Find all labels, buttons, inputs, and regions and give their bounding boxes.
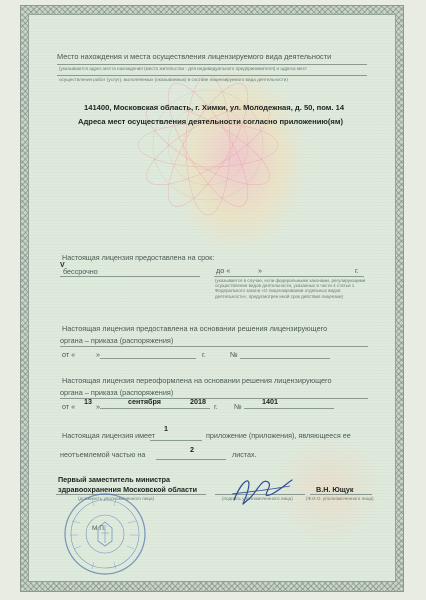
reissue-line-1: Настоящая лицензия переоформлена на основании решения лицензирующего bbox=[62, 376, 332, 385]
reissue-number: 1401 bbox=[262, 397, 278, 406]
name-line bbox=[310, 494, 372, 495]
attachments-count: 1 bbox=[164, 424, 168, 433]
attachments-text-4: листах. bbox=[232, 450, 257, 459]
address-line bbox=[57, 75, 367, 76]
official-stamp bbox=[62, 491, 148, 577]
basis-line-1: Настоящая лицензия предоставлена на основании решения лицензирующего bbox=[62, 324, 328, 333]
address-line bbox=[57, 64, 367, 65]
attachments-text-2: приложение (приложения), являющееся ее bbox=[206, 431, 351, 440]
signatory-position-2: здравоохранения Московской области bbox=[58, 485, 197, 494]
signatory-position-1: Первый заместитель министра bbox=[58, 475, 171, 484]
signature-hint: (подпись уполномоченного лица) bbox=[222, 496, 293, 501]
reissue-number-label: № bbox=[234, 402, 242, 411]
signatory-name: В.Н. Ющук bbox=[316, 485, 354, 494]
basis-month-line bbox=[100, 358, 196, 359]
reissue-number-line bbox=[244, 408, 334, 409]
basis-date-mid: » bbox=[96, 350, 100, 359]
reissue-month-line bbox=[100, 408, 210, 409]
reissue-line bbox=[60, 398, 368, 399]
reissue-date-prefix: от « bbox=[62, 402, 76, 411]
until-mid: » bbox=[258, 266, 262, 275]
handwritten-signature bbox=[228, 470, 296, 512]
unlimited-checkmark: V bbox=[60, 262, 65, 269]
reissue-line-2: органа – приказа (распоряжения) bbox=[60, 388, 174, 397]
until-line bbox=[214, 276, 364, 277]
reissue-year: 2018 bbox=[190, 397, 206, 406]
basis-year-suffix: г. bbox=[202, 350, 206, 359]
basis-number-line bbox=[240, 358, 330, 359]
attachments-sheets: 2 bbox=[190, 445, 194, 454]
address-text: 141400, Московская область, г. Химки, ул. Молодежная, д. 50, пом. 14 bbox=[84, 103, 345, 112]
term-line bbox=[60, 276, 200, 277]
basis-date-prefix: от « bbox=[62, 350, 76, 359]
term-label: Настоящая лицензия предоставлена на срок: bbox=[62, 253, 215, 262]
attachments-text-3: неотъемлемой частью на bbox=[60, 450, 146, 459]
reissue-date-mid: » bbox=[96, 402, 100, 411]
basis-line bbox=[60, 346, 368, 347]
until-suffix: г. bbox=[355, 266, 359, 275]
attachments-count-line bbox=[150, 440, 202, 441]
unlimited-option: бессрочно bbox=[63, 267, 98, 276]
address-attachments-text: Адреса мест осуществления деятельности согласно приложению(ям) bbox=[78, 117, 343, 126]
attachments-text-1: Настоящая лицензия имеет bbox=[62, 431, 156, 440]
position-hint: (должность уполномоченного лица) bbox=[78, 496, 155, 501]
location-hint-1: (указываются адрес места нахождения (место жительства - для индивидуального предпринимателя) и адреса мест bbox=[59, 66, 307, 71]
until-prefix: до « bbox=[216, 266, 231, 275]
basis-line-2: органа – приказа (распоряжения) bbox=[60, 336, 174, 345]
name-hint: (Ф.И.О. уполномоченного лица) bbox=[306, 496, 374, 501]
reissue-day: 13 bbox=[84, 397, 92, 406]
attachments-sheets-line bbox=[156, 459, 226, 460]
location-hint-2: осуществления работ (услуг), выполняемых (оказываемых) в составе лицензируемого вида деятельности) bbox=[59, 77, 288, 82]
reissue-month: сентября bbox=[128, 397, 161, 406]
stamp-label: М.П. bbox=[92, 525, 106, 532]
reissue-year-suffix: г. bbox=[214, 402, 218, 411]
location-heading: Место нахождения и места осуществления лицензируемого вида деятельности bbox=[57, 52, 332, 61]
basis-number-label: № bbox=[230, 350, 238, 359]
term-note: (указывается в случае, если федеральными законами, регулирующими осуществление видов деятельности, указанных в части 4 статьи 1 Федерального закона «О лицензировании отдельных видов деятельности», предусмотрен иной срок действия лицензии) bbox=[215, 278, 366, 299]
